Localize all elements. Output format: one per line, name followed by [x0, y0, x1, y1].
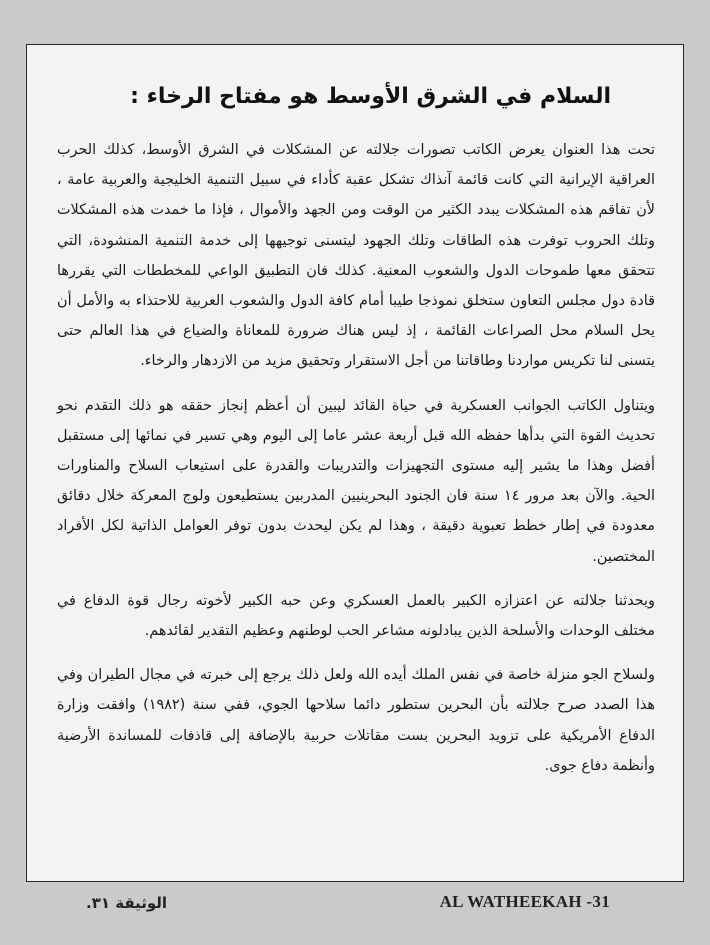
arabic-page-number: الوثيقة ٣١.	[86, 894, 168, 912]
paragraph-3: ويحدثنا جلالته عن اعتزازه الكبير بالعمل العسكري وعن حبه الكبير لأخوته رجال قوة الدفاع في مختلف الوحدات والأسلحة الذين يبادلونه مشاعر الحب لوطنهم وعظيم التقدير لقائدهم.	[57, 592, 655, 640]
paragraph-4: ولسلاح الجو منزلة خاصة في نفس الملك أيده الله ولعل ذلك يرجع إلى خبرته في مجال الطيران وفي هذا الصدد صرح جلالته بأن البحرين ستطور دائما سلاحها الجوي، ففي سنة (١٩٨٢) وافقت وزارة الدفاع الأمريكية على تزويد البحرين بست مقاتلات حربية بالإضافة إلى قاذفات للمساندة الأرضية وأنظمة دفاع جوى.	[57, 667, 655, 774]
page-footer	[26, 886, 684, 926]
english-page-number: AL WATHEEKAH -31	[439, 892, 610, 911]
paragraph-1: تحت هذا العنوان يعرض الكاتب تصورات جلالته عن المشكلات في الشرق الأوسط، كذلك الحرب العراقية الإيرانية التي كانت قائمة آنذاك تشكل عقبة كأداء في سبيل التنمية الخليجية والعربية عامة ، لأن تفاقم هذه المشكلات يبدد الكثير من الوقت ومن الجهد والأموال ، فإذا ما خمدت هذه المشكلات وتلك الحروب توفرت هذه الطاقات وتلك الجهود ليتسنى توجيهها إلى خدمة التنمية المنشودة، التي تتحقق معها طموحات الدول والشعوب المعنية. كذلك فان التطبيق الواعي للمخططات التي يقررها قادة دول مجلس التعاون ستخلق نموذجا طيبا أمام كافة الدول والشعوب العربية للاحتذاء به والأمل أن يحل السلام محل الصراعات القائمة ، إذ ليس هناك ضرورة للمعاناة والضياع في هذا العالم حتى يتسنى لنا تكريس مواردنا وطاقاتنا من أجل الاستقرار وتحقيق مزيد من الازدهار والرخاء.	[57, 142, 655, 370]
article-frame	[26, 44, 684, 882]
article-title: السلام في الشرق الأوسط هو مفتاح الرخاء :	[130, 84, 611, 109]
paragraph-2: ويتناول الكاتب الجوانب العسكرية في حياة القائد ليبين أن أعظم إنجاز حققه هو ذلك التقدم نحو تحديث القوة التي بدأها حفظه الله قبل أربعة عشر عاما إلى اليوم وهي تسير في نمائها إلى مستقبل أفضل وهذا ما يشير إليه مستوى التجهيزات والتدريبات والقدرة على استيعاب السلاح والمناورات الحية. والآن بعد مرور ١٤ سنة فان الجنود البحرينيين المدربين يستطيعون ولوج المعركة خلال دقائق معدودة في إطار خطط تعبوية دقيقة ، وهذا لم يكن ليحدث بدون توفر العوامل الذاتية لكل الأفراد المختصين.	[57, 397, 655, 565]
